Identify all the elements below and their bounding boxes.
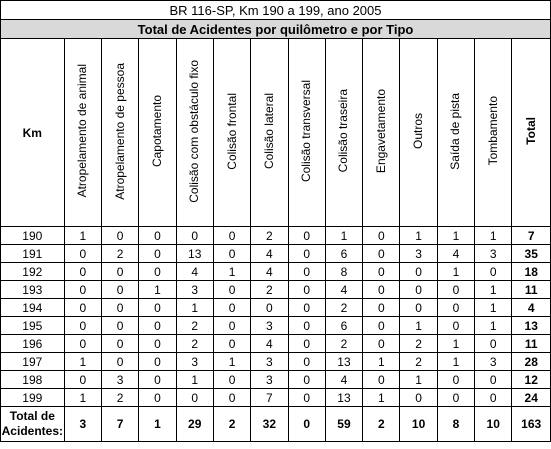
table-title: BR 116-SP, Km 190 a 199, ano 2005 [1, 1, 551, 20]
column-header [251, 39, 288, 227]
value-cell: 0 [139, 335, 176, 353]
value-cell: 1 [400, 371, 437, 389]
column-header-label: Capotamento [149, 94, 164, 168]
column-header-label: Saída de pista [448, 92, 463, 170]
value-cell: 4 [251, 245, 288, 263]
row-total-cell: 7 [512, 227, 551, 245]
value-cell: 0 [437, 389, 474, 407]
column-header-label: Colisão lateral [261, 92, 276, 170]
column-total-cell: 1 [139, 407, 176, 442]
value-cell: 0 [213, 299, 250, 317]
column-total-cell: 59 [325, 407, 362, 442]
value-cell: 0 [288, 299, 325, 317]
value-cell: 1 [64, 227, 101, 245]
table-row [1, 281, 551, 299]
km-cell: 198 [1, 371, 65, 389]
km-cell: 197 [1, 353, 65, 371]
column-total-cell: 2 [363, 407, 400, 442]
value-cell: 0 [363, 371, 400, 389]
value-cell: 3 [251, 317, 288, 335]
value-cell: 0 [288, 371, 325, 389]
value-cell: 0 [64, 317, 101, 335]
column-header [475, 39, 512, 227]
value-cell: 0 [64, 263, 101, 281]
column-total-cell: 0 [288, 407, 325, 442]
column-header-label: Outros [411, 112, 426, 149]
value-cell: 0 [363, 335, 400, 353]
column-total-cell: 10 [475, 407, 512, 442]
table-row [1, 317, 551, 335]
column-header [213, 39, 250, 227]
value-cell: 1 [475, 227, 512, 245]
value-cell: 4 [251, 335, 288, 353]
value-cell: 1 [437, 353, 474, 371]
value-cell: 0 [213, 389, 250, 407]
value-cell: 2 [325, 335, 362, 353]
value-cell: 0 [213, 371, 250, 389]
value-cell: 0 [139, 299, 176, 317]
totals-label: Total de Acidentes: [1, 407, 65, 442]
value-cell: 1 [64, 389, 101, 407]
value-cell: 0 [176, 389, 213, 407]
value-cell: 0 [363, 263, 400, 281]
column-header-label: Colisão frontal [224, 92, 239, 170]
value-cell: 0 [139, 245, 176, 263]
value-cell: 0 [251, 299, 288, 317]
km-cell: 192 [1, 263, 65, 281]
column-header-label: Atropelamento de animal [75, 64, 90, 198]
value-cell: 8 [325, 263, 362, 281]
column-header [437, 39, 474, 227]
table-row [1, 335, 551, 353]
value-cell: 0 [64, 299, 101, 317]
value-cell: 0 [400, 281, 437, 299]
row-total-cell: 12 [512, 371, 551, 389]
value-cell: 0 [288, 227, 325, 245]
value-cell: 2 [101, 389, 138, 407]
value-cell: 2 [251, 281, 288, 299]
value-cell: 1 [363, 389, 400, 407]
value-cell: 1 [475, 317, 512, 335]
value-cell: 0 [437, 299, 474, 317]
value-cell: 3 [176, 281, 213, 299]
value-cell: 4 [437, 245, 474, 263]
value-cell: 0 [139, 317, 176, 335]
value-cell: 0 [176, 227, 213, 245]
value-cell: 0 [64, 335, 101, 353]
value-cell: 0 [400, 299, 437, 317]
table-row [1, 371, 551, 389]
column-header [400, 39, 437, 227]
row-total-cell: 11 [512, 335, 551, 353]
value-cell: 0 [437, 281, 474, 299]
value-cell: 1 [176, 299, 213, 317]
value-cell: 0 [64, 371, 101, 389]
value-cell: 1 [475, 299, 512, 317]
value-cell: 0 [101, 353, 138, 371]
value-cell: 0 [101, 299, 138, 317]
column-total-cell: 10 [400, 407, 437, 442]
value-cell: 1 [437, 335, 474, 353]
km-cell: 199 [1, 389, 65, 407]
column-total-cell: 2 [213, 407, 250, 442]
row-total-cell: 13 [512, 317, 551, 335]
value-cell: 0 [213, 317, 250, 335]
value-cell: 7 [251, 389, 288, 407]
grand-total-cell: 163 [512, 407, 551, 442]
value-cell: 0 [475, 371, 512, 389]
value-cell: 13 [176, 245, 213, 263]
value-cell: 0 [400, 263, 437, 281]
column-header-label: Colisão com obstáculo fixo [187, 59, 202, 203]
value-cell: 4 [325, 281, 362, 299]
value-cell: 1 [400, 227, 437, 245]
value-cell: 2 [400, 353, 437, 371]
value-cell: 3 [176, 353, 213, 371]
value-cell: 0 [363, 245, 400, 263]
value-cell: 1 [64, 353, 101, 371]
value-cell: 3 [475, 245, 512, 263]
value-cell: 0 [288, 335, 325, 353]
column-header [139, 39, 176, 227]
value-cell: 0 [213, 281, 250, 299]
km-cell: 190 [1, 227, 65, 245]
value-cell: 3 [251, 353, 288, 371]
value-cell: 0 [139, 227, 176, 245]
value-cell: 0 [288, 263, 325, 281]
value-cell: 0 [288, 353, 325, 371]
value-cell: 0 [400, 389, 437, 407]
column-header [288, 39, 325, 227]
row-total-cell: 18 [512, 263, 551, 281]
km-cell: 195 [1, 317, 65, 335]
value-cell: 2 [101, 245, 138, 263]
value-cell: 1 [325, 227, 362, 245]
km-cell: 196 [1, 335, 65, 353]
total-column-header-label: Total [523, 117, 538, 145]
value-cell: 0 [213, 335, 250, 353]
value-cell: 0 [363, 299, 400, 317]
value-cell: 13 [325, 389, 362, 407]
value-cell: 0 [288, 317, 325, 335]
column-header-label: Engavetamento [373, 88, 388, 174]
value-cell: 0 [213, 245, 250, 263]
km-cell: 194 [1, 299, 65, 317]
value-cell: 0 [475, 263, 512, 281]
value-cell: 2 [176, 317, 213, 335]
value-cell: 3 [251, 371, 288, 389]
table-row [1, 263, 551, 281]
table-body [1, 227, 551, 442]
value-cell: 0 [363, 227, 400, 245]
value-cell: 1 [213, 263, 250, 281]
table-row [1, 353, 551, 371]
value-cell: 0 [139, 371, 176, 389]
value-cell: 0 [475, 389, 512, 407]
value-cell: 0 [101, 263, 138, 281]
value-cell: 0 [101, 317, 138, 335]
value-cell: 6 [325, 317, 362, 335]
value-cell: 1 [437, 227, 474, 245]
value-cell: 0 [64, 281, 101, 299]
value-cell: 1 [139, 281, 176, 299]
value-cell: 0 [437, 371, 474, 389]
value-cell: 0 [288, 281, 325, 299]
km-column-header: Km [1, 39, 65, 227]
column-header-label: Colisão transversal [299, 79, 314, 183]
value-cell: 4 [325, 371, 362, 389]
table-row [1, 389, 551, 407]
value-cell: 0 [363, 281, 400, 299]
row-total-cell: 24 [512, 389, 551, 407]
column-header [325, 39, 362, 227]
value-cell: 2 [400, 335, 437, 353]
column-header-label: Tombamento [485, 96, 500, 166]
value-cell: 1 [176, 371, 213, 389]
value-cell: 1 [475, 281, 512, 299]
column-header [64, 39, 101, 227]
value-cell: 0 [139, 353, 176, 371]
value-cell: 2 [251, 227, 288, 245]
column-total-cell: 3 [64, 407, 101, 442]
value-cell: 0 [288, 389, 325, 407]
table-row [1, 227, 551, 245]
value-cell: 4 [176, 263, 213, 281]
value-cell: 0 [363, 317, 400, 335]
value-cell: 2 [176, 335, 213, 353]
value-cell: 0 [101, 281, 138, 299]
table-subtitle: Total de Acidentes por quilômetro e por Tipo [1, 20, 551, 39]
value-cell: 1 [437, 263, 474, 281]
column-header [101, 39, 138, 227]
column-header-row [1, 39, 551, 227]
value-cell: 0 [64, 245, 101, 263]
column-header-label: Colisão traseira [336, 89, 351, 173]
value-cell: 0 [475, 335, 512, 353]
column-total-cell: 8 [437, 407, 474, 442]
row-total-cell: 35 [512, 245, 551, 263]
column-header-label: Atropelamento de pessoa [112, 62, 127, 200]
value-cell: 0 [101, 227, 138, 245]
totals-row [1, 407, 551, 442]
table-row [1, 299, 551, 317]
value-cell: 3 [101, 371, 138, 389]
value-cell: 1 [213, 353, 250, 371]
column-header [363, 39, 400, 227]
value-cell: 1 [363, 353, 400, 371]
value-cell: 3 [400, 245, 437, 263]
row-total-cell: 4 [512, 299, 551, 317]
value-cell: 4 [251, 263, 288, 281]
value-cell: 6 [325, 245, 362, 263]
km-cell: 191 [1, 245, 65, 263]
row-total-cell: 28 [512, 353, 551, 371]
table-row [1, 245, 551, 263]
value-cell: 2 [325, 299, 362, 317]
value-cell: 1 [400, 317, 437, 335]
value-cell: 13 [325, 353, 362, 371]
total-column-header [512, 39, 551, 227]
row-total-cell: 11 [512, 281, 551, 299]
value-cell: 0 [437, 317, 474, 335]
column-total-cell: 29 [176, 407, 213, 442]
km-cell: 193 [1, 281, 65, 299]
column-total-cell: 7 [101, 407, 138, 442]
value-cell: 0 [288, 245, 325, 263]
value-cell: 0 [101, 335, 138, 353]
value-cell: 3 [475, 353, 512, 371]
column-total-cell: 32 [251, 407, 288, 442]
value-cell: 0 [139, 389, 176, 407]
column-header [176, 39, 213, 227]
value-cell: 0 [213, 227, 250, 245]
value-cell: 0 [139, 263, 176, 281]
